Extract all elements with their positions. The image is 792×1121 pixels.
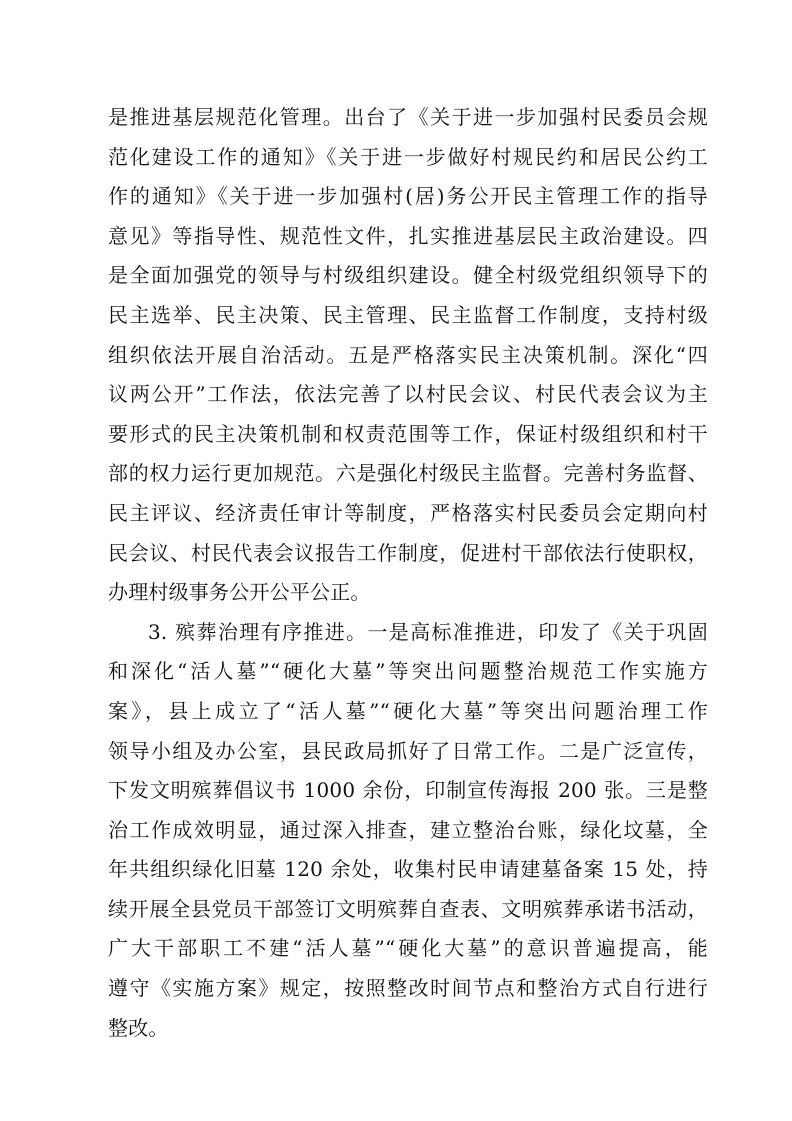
text-line: 范化建设工作的通知》《关于进一步做好村规民约和居民公约工 [108, 144, 708, 169]
text-line-first: 3. 殡葬治理有序推进。一是高标准推进，印发了《关于巩固 [148, 619, 708, 644]
text-line: 组织依法开展自治活动。五是严格落实民主决策机制。深化“四 [108, 342, 708, 367]
text-line: 是全面加强党的领导与村级组织建设。健全村级党组织领导下的 [108, 263, 708, 288]
text-line: 领导小组及办公室，县民政局抓好了日常工作。二是广泛宣传， [108, 738, 708, 763]
text-line: 遵守《实施方案》规定，按照整改时间节点和整治方式自行进行 [108, 976, 708, 1001]
text-line: 续开展全县党员干部签订文明殡葬自查表、文明殡葬承诺书活动， [108, 896, 708, 921]
text-line: 治工作成效明显，通过深入排查，建立整治台账，绿化坟墓，全 [108, 817, 708, 842]
text-line: 民主选举、民主决策、民主管理、民主监督工作制度，支持村级 [108, 302, 708, 327]
text-line: 议两公开”工作法，依法完善了以村民会议、村民代表会议为主 [108, 382, 708, 407]
text-line: 要形式的民主决策机制和权责范围等工作，保证村级组织和村干 [108, 421, 708, 446]
body-text [108, 98, 708, 1048]
text-line: 年共组织绿化旧墓 120 余处，收集村民申请建墓备案 15 处，持 [108, 857, 708, 882]
text-line-last: 整改。 [108, 1015, 169, 1040]
text-line: 案》，县上成立了“活人墓”“硬化大墓”等突出问题治理工作 [108, 698, 708, 723]
text-line-last: 办理村级事务公开公平公正。 [108, 580, 371, 605]
text-line: 和深化“活人墓”“硬化大墓”等突出问题整治规范工作实施方 [108, 659, 708, 684]
text-line: 民会议、村民代表会议报告工作制度，促进村干部依法行使职权， [108, 540, 708, 565]
paragraph-village-governance [108, 98, 708, 613]
text-line: 是推进基层规范化管理。出台了《关于进一步加强村民委员会规 [108, 105, 708, 129]
text-line: 广大干部职工不建“活人墓”“硬化大墓”的意识普遍提高，能 [108, 936, 708, 961]
text-line: 作的通知》《关于进一步加强村(居)务公开民主管理工作的指导 [108, 184, 708, 209]
text-line: 意见》等指导性、规范性文件，扎实推进基层民主政治建设。四 [108, 223, 708, 248]
text-line: 部的权力运行更加规范。六是强化村级民主监督。完善村务监督、 [108, 461, 708, 486]
paragraph-funeral-governance [108, 613, 708, 1049]
text-line: 下发文明殡葬倡议书 1000 余份，印制宣传海报 200 张。三是整 [108, 778, 708, 803]
text-line: 民主评议、经济责任审计等制度，严格落实村民委员会定期向村 [108, 500, 708, 525]
